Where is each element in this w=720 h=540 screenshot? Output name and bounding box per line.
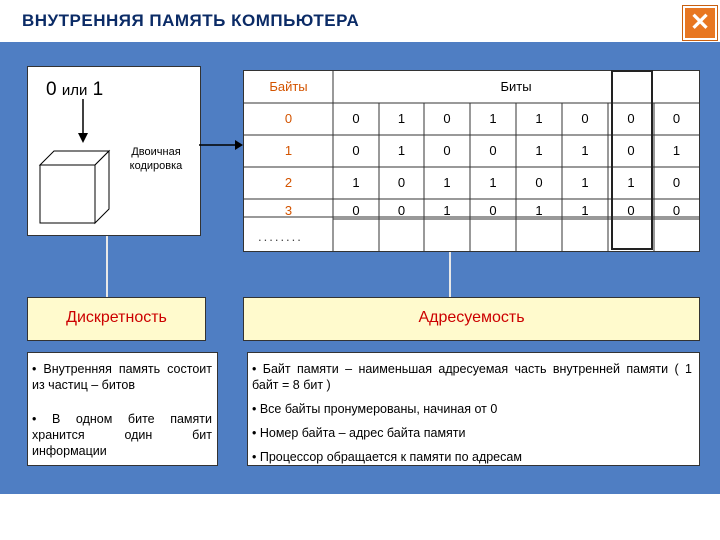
bit-cell: 1 (627, 175, 635, 190)
bit-cell: 0 (672, 175, 681, 190)
bit-cell: 1 (397, 111, 406, 126)
bit-cell: 0 (443, 143, 451, 158)
highlighted-bit-column (611, 70, 653, 250)
bit-cell: 1 (535, 143, 543, 158)
header-bits: Биты (500, 79, 532, 94)
title-bar (0, 0, 720, 42)
connector-left (106, 234, 108, 297)
bit-cell: 0 (672, 203, 681, 218)
bit-zero: 0 (46, 79, 57, 100)
bit-cell: 0 (397, 175, 406, 190)
bit-cell: 1 (352, 175, 360, 190)
bit-cell: 0 (627, 143, 635, 158)
bit-one: 1 (92, 79, 104, 100)
connector-right (449, 250, 451, 297)
bit-or: или (61, 82, 88, 99)
discreteness-point: • Внутренняя память состоит из частиц – битов (32, 362, 212, 392)
bit-cell: 1 (581, 175, 589, 190)
bit-cell: 0 (352, 203, 360, 218)
discreteness-point: • В одном бите памяти хранится один бит информации (32, 412, 212, 458)
byte-number: 2 (284, 175, 293, 190)
bit-cell: 0 (627, 111, 635, 126)
addressability-label: Адресуемость (243, 297, 700, 341)
bit-cell: 1 (535, 111, 543, 126)
bit-cell: 1 (443, 175, 451, 190)
addressability-point: • Процессор обращается к памяти по адресам (252, 450, 522, 464)
addressability-point: • Номер байта – адрес байта памяти (252, 426, 466, 440)
byte-number: 0 (284, 111, 293, 126)
bit-cell: 0 (581, 111, 589, 126)
addressability-description (247, 352, 700, 466)
window-title: ВНУТРЕННЯЯ ПАМЯТЬ КОМПЬЮТЕРА (22, 11, 360, 30)
close-button[interactable]: ✕ (683, 6, 717, 40)
arrow-icon (199, 138, 245, 152)
encoding-label: Двоичная кодировка (129, 146, 183, 172)
bit-cell: 0 (489, 143, 497, 158)
bit-cell: 1 (489, 111, 497, 126)
byte-number: 1 (284, 143, 293, 158)
bit-cell: 1 (581, 143, 589, 158)
bit-cell: 1 (581, 203, 589, 218)
bit-box (27, 66, 201, 236)
bit-cell: 0 (672, 111, 681, 126)
addressability-point: • Байт памяти – наименьшая адресуемая часть внутренней памяти ( 1 байт = 8 бит ) (252, 362, 692, 392)
discreteness-label: Дискретность (27, 297, 206, 341)
bit-cell: 0 (397, 203, 406, 218)
bit-cell: 0 (489, 203, 497, 218)
header-bytes: Байты (269, 79, 308, 94)
bit-cell: 0 (535, 175, 543, 190)
bit-cell: 1 (397, 143, 406, 158)
bit-cell: 1 (443, 203, 451, 218)
bit-cell: 1 (672, 143, 681, 158)
bit-cell: 0 (352, 143, 360, 158)
bit-cell: 1 (535, 203, 543, 218)
byte-number: 3 (284, 203, 293, 218)
discreteness-description (27, 352, 218, 466)
bit-cell: 0 (352, 111, 360, 126)
table-ellipsis: ........ (258, 229, 303, 244)
addressability-point: • Все байты пронумерованы, начиная от 0 (252, 402, 498, 416)
bit-cell: 0 (627, 203, 635, 218)
bit-cell: 0 (443, 111, 451, 126)
bit-cell: 1 (489, 175, 497, 190)
